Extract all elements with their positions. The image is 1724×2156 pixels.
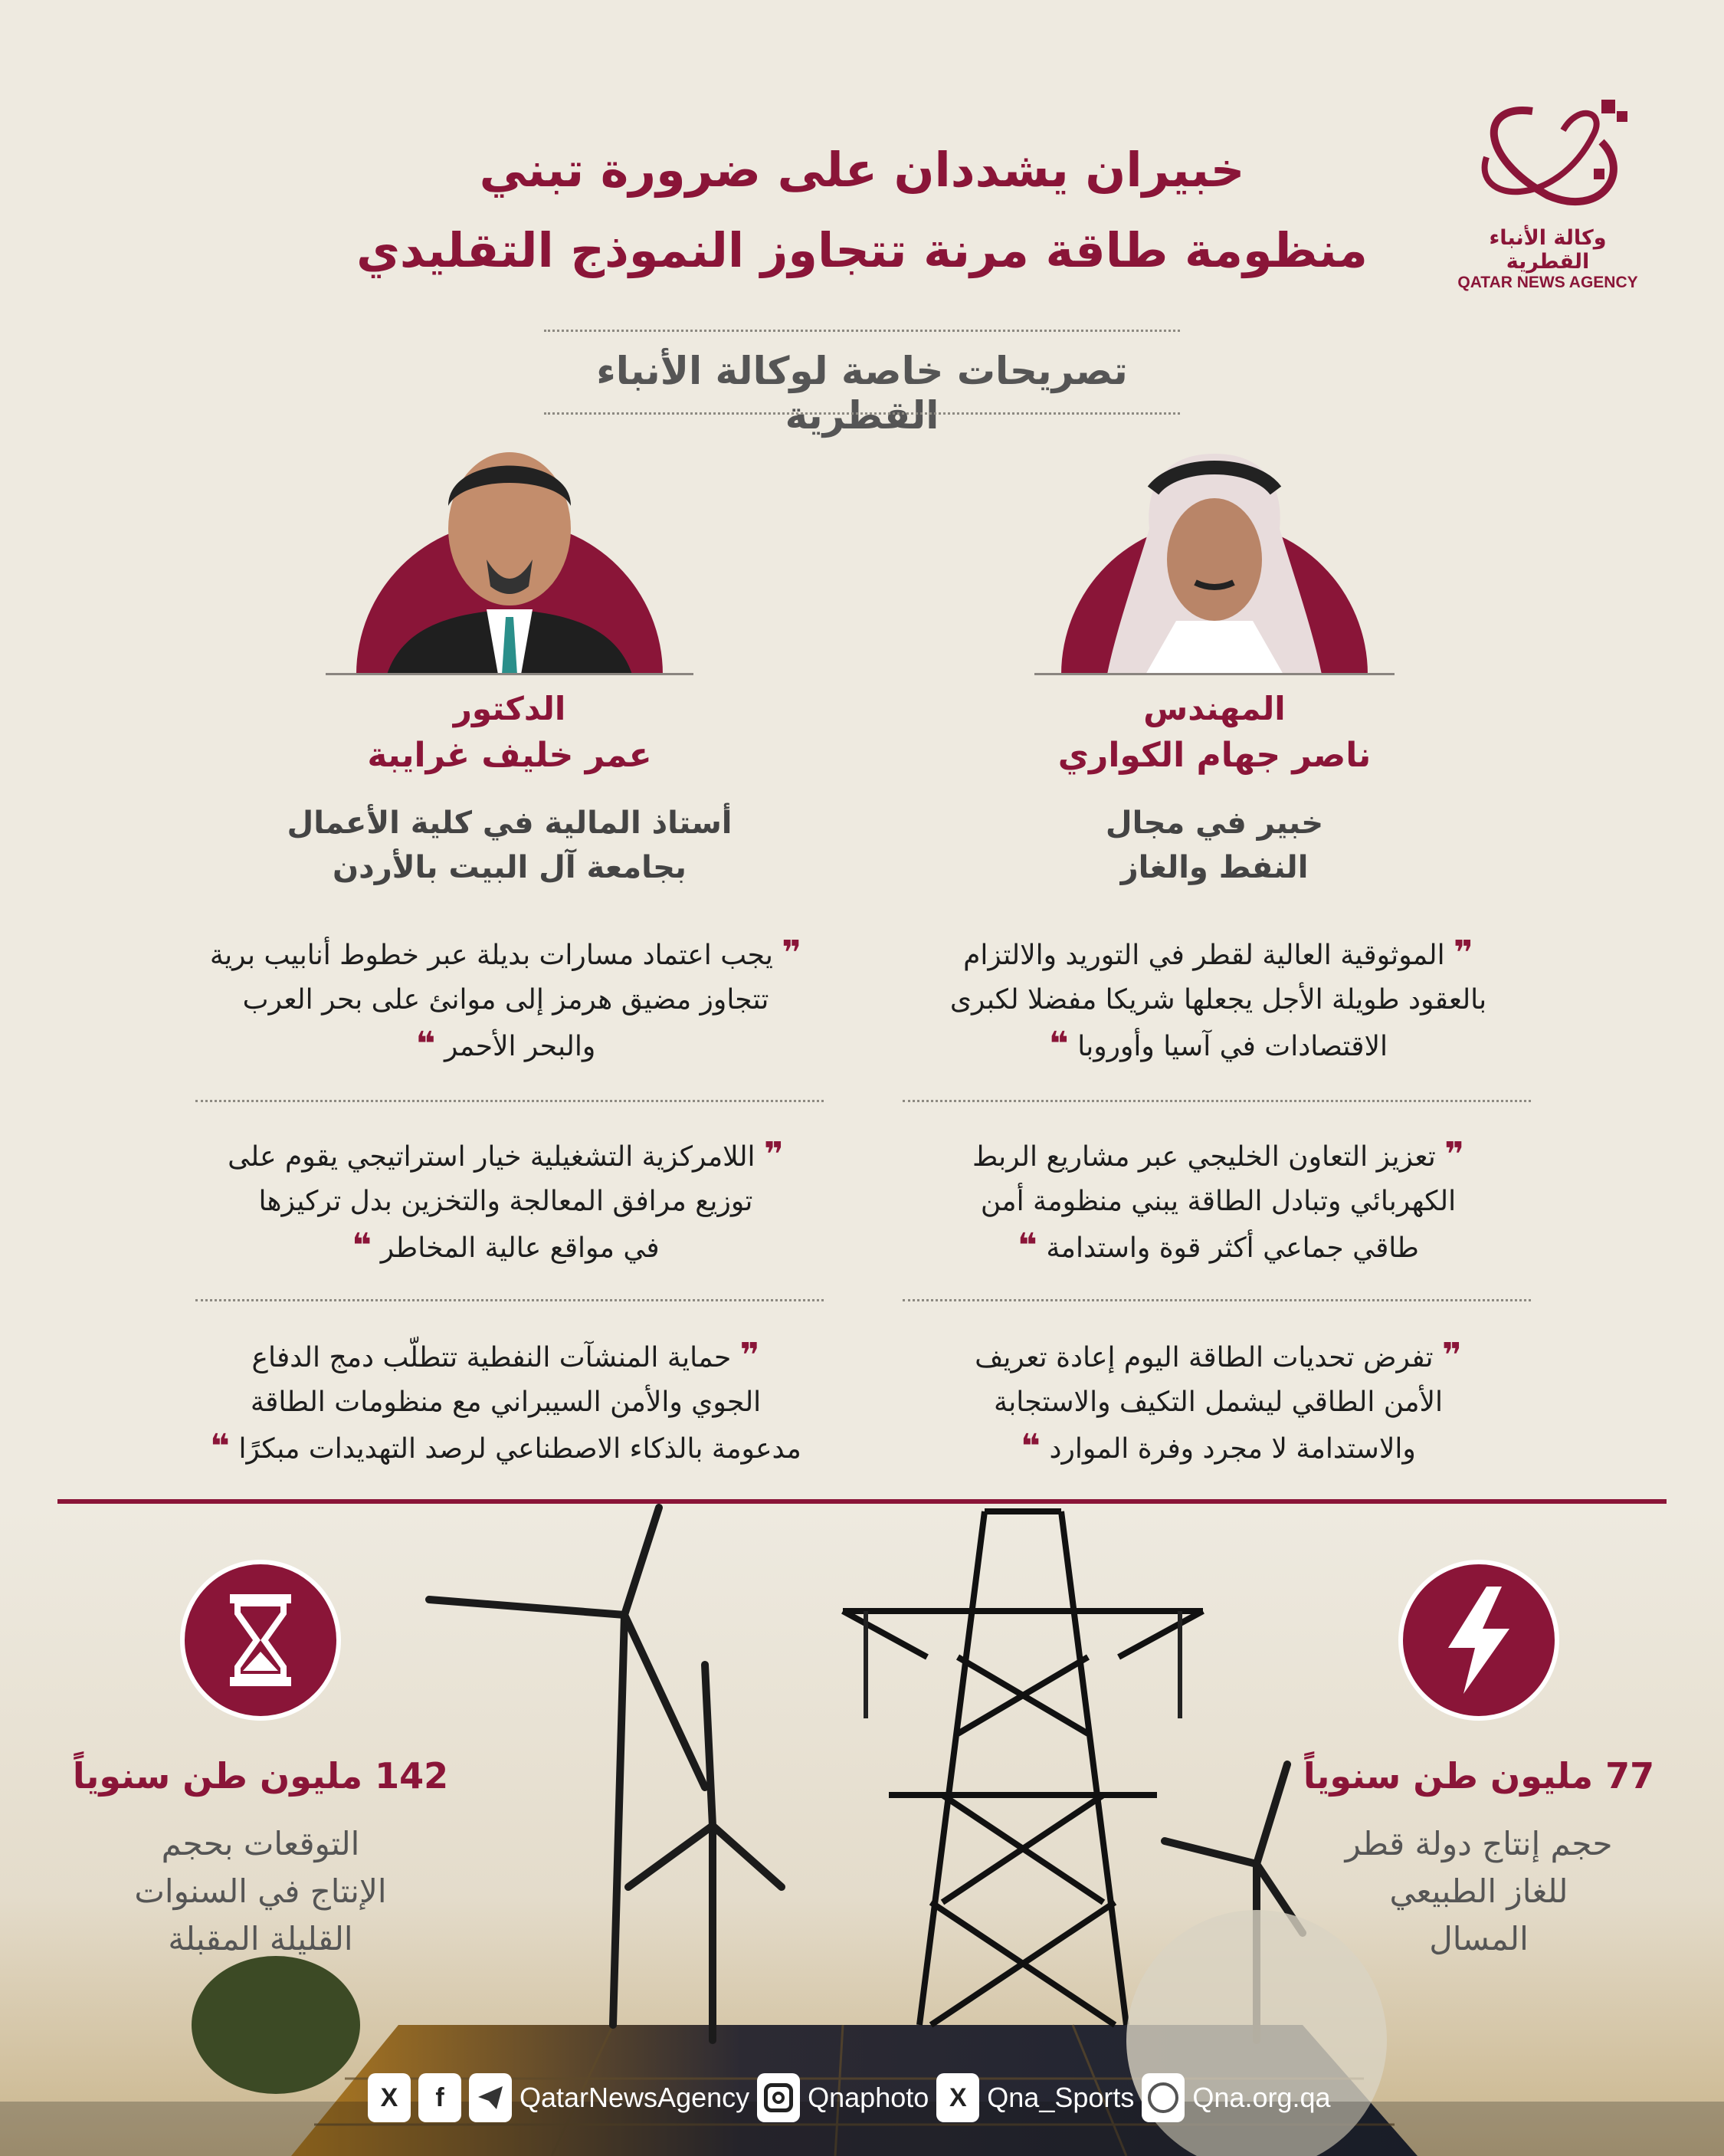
divider bbox=[195, 1299, 824, 1301]
facebook-icon[interactable]: f bbox=[418, 2073, 461, 2122]
quote-close-icon: ❝ bbox=[1048, 1025, 1069, 1064]
expert-title: أستاذ المالية في كلية الأعمال بجامعة آل البيت بالأردن bbox=[287, 806, 733, 885]
globe-icon[interactable] bbox=[1142, 2073, 1185, 2122]
quote-line: الكهربائي وتبادل الطاقة يبني منظومة أمن bbox=[980, 1186, 1457, 1217]
stat-description: حجم إنتاج دولة قطر للغاز الطبيعي المسال bbox=[1345, 1825, 1613, 1957]
website-link[interactable]: Qna.org.qa bbox=[1192, 2082, 1331, 2113]
quote-line: في مواقع عالية المخاطر bbox=[380, 1232, 660, 1264]
quote-line: يجب اعتماد مسارات بديلة عبر خطوط أنابيب برية bbox=[209, 940, 773, 971]
lightning-icon bbox=[1398, 1560, 1559, 1721]
stat-description: التوقعات بحجم الإنتاج في السنوات القليلة المقبلة bbox=[134, 1825, 387, 1957]
subtitle: تصريحات خاصة لوكالة الأنباء القطرية bbox=[596, 349, 1128, 438]
quote-line: بالعقود طويلة الأجل يجعلها شريكا مفضلا لكبرى bbox=[949, 984, 1487, 1016]
expert-photo-gharaibeh bbox=[356, 445, 663, 674]
quote-line: تعزيز التعاون الخليجي عبر مشاريع الربط bbox=[972, 1141, 1436, 1173]
social-footer bbox=[368, 2073, 1331, 2122]
hourglass-icon bbox=[180, 1560, 341, 1721]
logo-arabic: وكالة الأنباء القطرية bbox=[1489, 226, 1607, 274]
headline-line-1: خبيران يشددان على ضرورة تبني bbox=[479, 142, 1245, 198]
stat-value: 77 مليون طن سنوياً bbox=[1303, 1755, 1655, 1797]
headline-line-2: منظومة طاقة مرنة تتجاوز النموذج التقليدي bbox=[356, 222, 1368, 278]
social-handle-sports[interactable]: Qna_Sports bbox=[987, 2082, 1135, 2113]
instagram-icon[interactable] bbox=[757, 2073, 800, 2122]
quote-line: والاستدامة لا مجرد وفرة الموارد bbox=[1049, 1433, 1416, 1465]
expert-quote bbox=[904, 1133, 1532, 1271]
quote-line: الأمن الطاقي ليشمل التكيف والاستجابة bbox=[993, 1386, 1444, 1418]
expert-quote bbox=[904, 931, 1532, 1069]
divider bbox=[903, 1100, 1531, 1102]
quote-line: طاقي جماعي أكثر قوة واستدامة bbox=[1046, 1232, 1419, 1264]
expert-quote bbox=[904, 1334, 1532, 1472]
expert-quote bbox=[184, 1133, 828, 1271]
expert-name: ناصر جهام الكواري bbox=[1057, 736, 1372, 775]
quote-line: حماية المنشآت النفطية تتطلّب دمج الدفاع bbox=[251, 1342, 732, 1373]
x-icon[interactable]: X bbox=[368, 2073, 411, 2122]
quote-open-icon: ❞ bbox=[739, 1336, 760, 1375]
expert-role: الدكتور bbox=[453, 690, 566, 727]
divider bbox=[903, 1299, 1531, 1301]
quote-close-icon: ❝ bbox=[352, 1226, 372, 1265]
quote-line: تتجاوز مضيق هرمز إلى موانئ على بحر العرب bbox=[242, 984, 769, 1016]
quote-line: تفرض تحديات الطاقة اليوم إعادة تعريف bbox=[975, 1342, 1434, 1373]
expert-photo-kuwari bbox=[1061, 445, 1368, 674]
expert-role: المهندس bbox=[1143, 690, 1286, 727]
divider bbox=[544, 330, 1180, 332]
quote-open-icon: ❞ bbox=[1442, 1336, 1462, 1375]
stat-value: 142 مليون طن سنوياً bbox=[72, 1755, 449, 1797]
quote-close-icon: ❝ bbox=[415, 1025, 436, 1064]
quote-line: والبحر الأحمر bbox=[444, 1031, 596, 1062]
quote-line: الاقتصادات في آسيا وأوروبا bbox=[1077, 1031, 1388, 1062]
quote-open-icon: ❞ bbox=[764, 1135, 784, 1174]
quote-open-icon: ❞ bbox=[1444, 1135, 1465, 1174]
expert-name: عمر خليف غرايبة bbox=[367, 736, 652, 775]
quote-open-icon: ❞ bbox=[1454, 934, 1473, 973]
quote-line: اللامركزية التشغيلية خيار استراتيجي يقوم على bbox=[228, 1141, 755, 1173]
expert-quote bbox=[184, 1334, 828, 1472]
social-handle-agency[interactable]: QatarNewsAgency bbox=[519, 2082, 750, 2113]
quote-line: الجوي والأمن السيبراني مع منظومات الطاقة bbox=[250, 1386, 762, 1418]
expert-title: خبير في مجال النفط والغاز bbox=[1105, 806, 1324, 885]
quote-close-icon: ❝ bbox=[1021, 1427, 1041, 1466]
quote-close-icon: ❝ bbox=[1018, 1226, 1037, 1265]
quote-line: مدعومة بالذكاء الاصطناعي لرصد التهديدات مبكرًا bbox=[238, 1433, 801, 1465]
quote-close-icon: ❝ bbox=[210, 1427, 231, 1466]
quote-line: الموثوقية العالية لقطر في التوريد والالتزام bbox=[963, 940, 1445, 971]
divider bbox=[195, 1100, 824, 1102]
divider bbox=[544, 412, 1180, 415]
social-handle-photo[interactable]: Qnaphoto bbox=[808, 2082, 929, 2113]
logo-english: QATAR NEWS AGENCY bbox=[1457, 274, 1638, 291]
quote-open-icon: ❞ bbox=[782, 934, 802, 973]
telegram-icon[interactable] bbox=[469, 2073, 512, 2122]
x-icon[interactable]: X bbox=[936, 2073, 979, 2122]
expert-quote bbox=[184, 931, 828, 1069]
quote-line: توزيع مرافق المعالجة والتخزين بدل تركيزها bbox=[258, 1186, 753, 1217]
